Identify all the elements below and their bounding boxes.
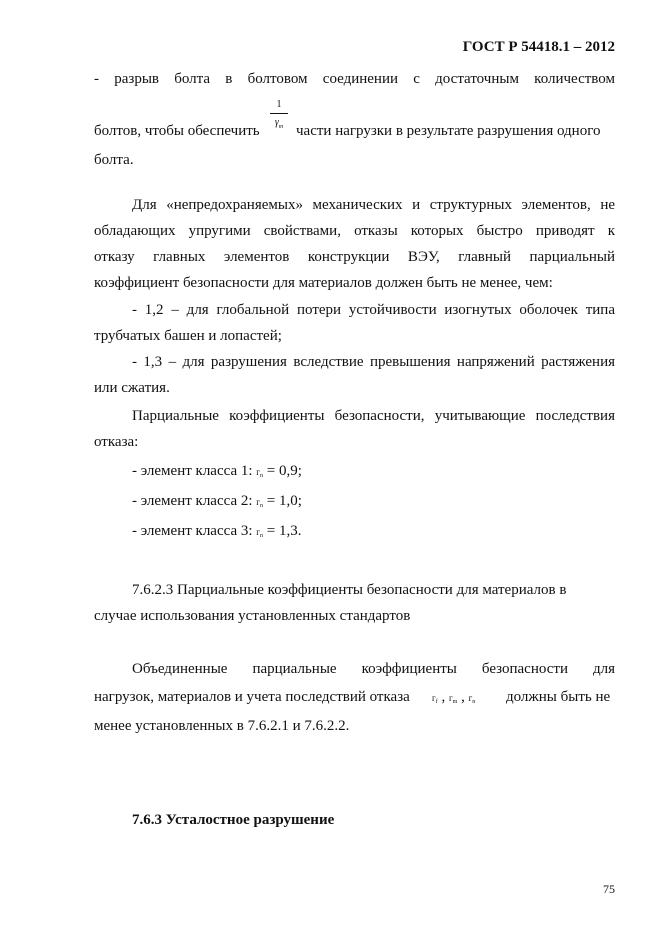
class-item — [132, 492, 302, 513]
paragraph-line — [296, 122, 600, 140]
class-value: = 1,0; — [266, 493, 302, 509]
paragraph-line: нагрузок, материалов и учета последствий отказа — [94, 689, 410, 705]
paragraph-line: менее установленных в 7.6.2.1 и 7.6.2.2. — [94, 718, 350, 734]
paragraph-line: или сжатия. — [94, 380, 170, 396]
paragraph-line: отказу главных элементов конструкции ВЭУ, главный парциальный — [94, 249, 615, 265]
class-label: - элемент класса 2: — [132, 493, 253, 509]
gamma-subscript: f — [435, 699, 438, 705]
class-label: - элемент класса 3: — [132, 523, 253, 539]
paragraph-line: отказа: — [94, 434, 139, 450]
gamma-symbol: γ — [274, 117, 279, 128]
paragraph-line: болта. — [94, 152, 134, 168]
gamma-subscript: m — [452, 699, 458, 705]
fraction-bar — [270, 113, 288, 114]
gamma-symbol: г — [432, 693, 436, 703]
paragraph-line: - разрыв болта в болтовом соединении с достаточным количеством — [94, 71, 615, 87]
class-item — [132, 522, 301, 543]
gamma-symbol: г — [256, 467, 260, 477]
page-number: 75 — [603, 882, 615, 896]
gamma-subscript: n — [260, 533, 263, 539]
gamma-subscript: m — [278, 124, 284, 130]
section-heading: 7.6.3 Усталостное разрушение — [132, 812, 335, 828]
gamma-symbol: г — [256, 497, 260, 507]
class-label: - элемент класса 1: — [132, 463, 253, 479]
document-header: ГОСТ Р 54418.1 – 2012 — [462, 39, 615, 55]
paragraph-line: коэффициент безопасности для материалов должен быть не менее, чем: — [94, 275, 553, 291]
paragraph-line: Объединенные парциальные коэффициенты безопасности для — [132, 661, 615, 677]
paragraph-line: Для «непредохраняемых» механических и структурных элементов, не — [132, 197, 615, 213]
text-segment: части нагрузки в результате разрушения одного — [296, 123, 601, 139]
paragraph-line: должны быть не — [506, 689, 611, 705]
text-segment: болтов, чтобы обеспечить — [94, 123, 260, 139]
paragraph-line: - 1,3 – для разрушения вследствие превышения напряжений растяжения — [132, 354, 615, 370]
fraction-denominator — [268, 117, 290, 133]
class-value: = 0,9; — [266, 463, 302, 479]
gamma-subscript: n — [260, 473, 263, 479]
section-title-line: 7.6.2.3 Парциальные коэффициенты безопасности для материалов в — [132, 582, 567, 598]
gamma-subscript: n — [260, 503, 263, 509]
paragraph-line: Парциальные коэффициенты безопасности, учитывающие последствия — [132, 408, 615, 424]
fraction-formula — [268, 96, 290, 140]
gamma-subscript: n — [472, 699, 476, 705]
paragraph-line — [94, 122, 260, 140]
fraction-numerator: 1 — [276, 99, 282, 110]
gamma-symbol: г — [468, 693, 473, 703]
paragraph-line: - 1,2 – для глобальной потери устойчивости изогнутых оболочек типа — [132, 302, 615, 318]
section-title-line: случае использования установленных стандартов — [94, 608, 411, 624]
paragraph-line: трубчатых башен и лопастей; — [94, 328, 282, 344]
gamma-symbol: г — [448, 693, 453, 703]
class-item — [132, 462, 302, 483]
class-value: = 1,3. — [266, 523, 302, 539]
paragraph-line: обладающих упругими свойствами, отказы которых быстро приводят к — [94, 223, 615, 239]
gamma-symbol: г — [256, 527, 260, 537]
gamma-symbols-group: гf , гm , гn — [432, 689, 476, 705]
